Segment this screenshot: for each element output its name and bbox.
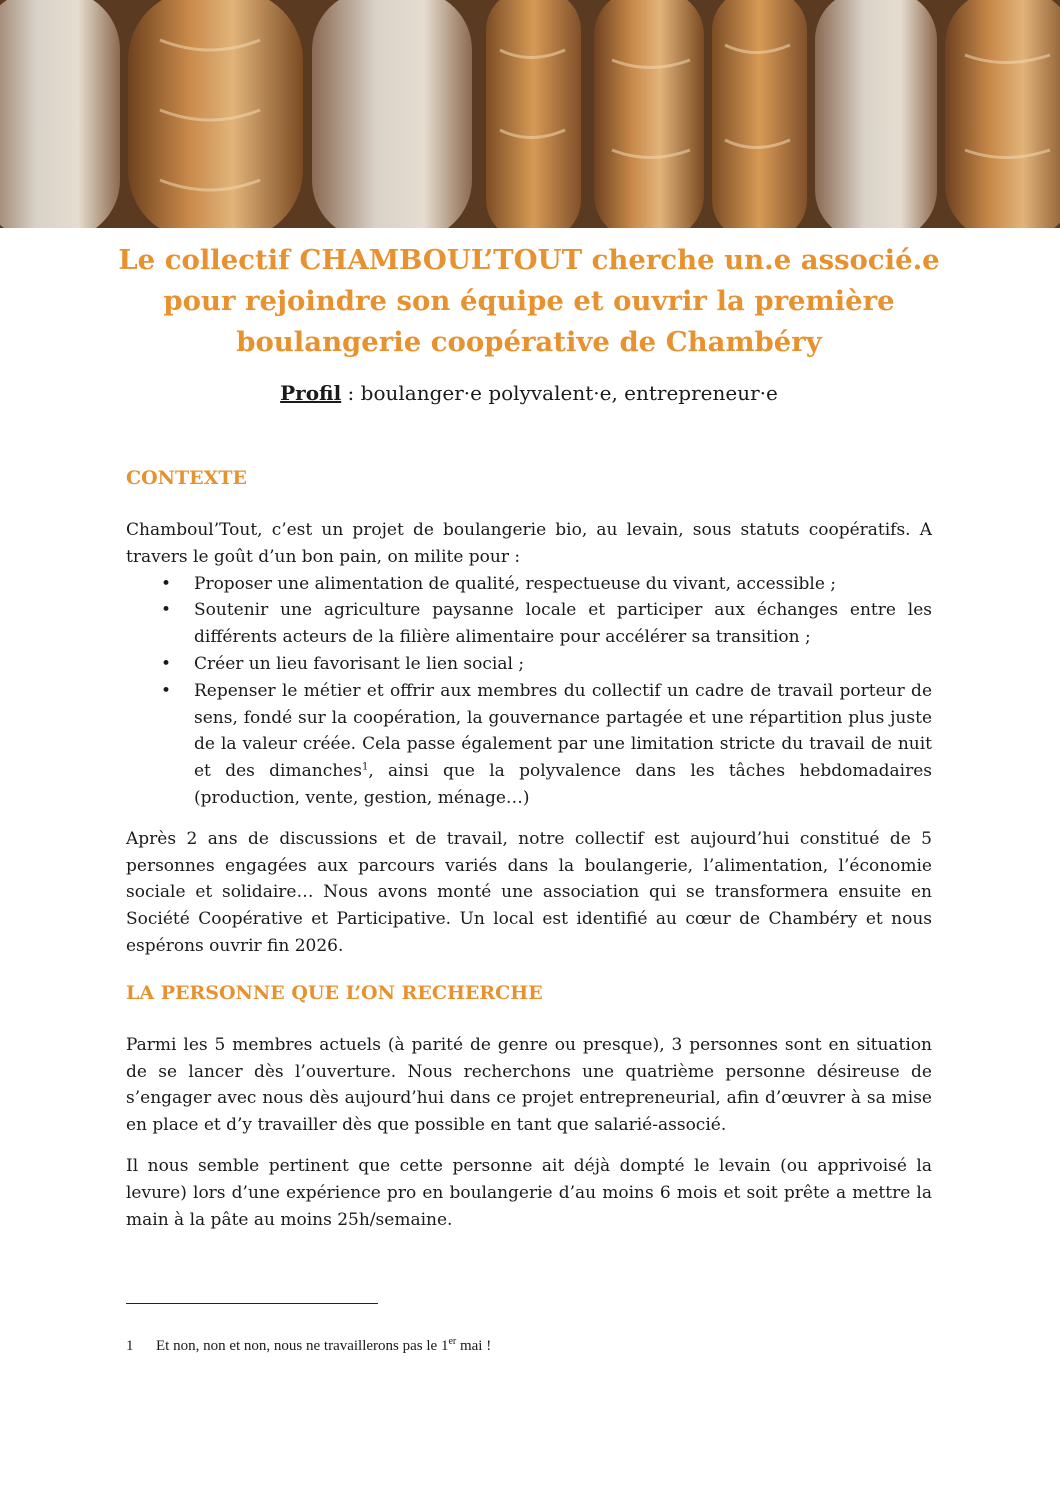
footnote-text-a: Et non, non et non, nous ne travaillerons pas le 1 xyxy=(156,1338,449,1354)
section-heading-contexte: CONTEXTE xyxy=(126,467,248,489)
title-line-1: Le collectif CHAMBOUL’TOUT cherche un.e associé.e xyxy=(118,244,940,276)
title-line-3: boulangerie coopérative de Chambéry xyxy=(236,326,822,358)
bullet4-text-a: Repenser le métier et offrir aux membres du collectif un cadre de travail porteur de sens, fondé sur la coopération, la gouvernance partagée et une répartition plus juste de la valeur créée. Cela passe également par une limitation stricte du travail de nuit et des dimanches xyxy=(194,680,932,782)
list-item: • Proposer une alimentation de qualité, respectueuse du vivant, accessible ; xyxy=(194,571,932,598)
section-heading-personne: LA PERSONNE QUE L’ON RECHERCHE xyxy=(126,981,543,1004)
footnote-sup: er xyxy=(448,1336,457,1347)
list-item: • Créer un lieu favorisant le lien social ; xyxy=(194,651,932,678)
bread-banner-image xyxy=(0,0,1060,228)
title-line-2: pour rejoindre son équipe et ouvrir la première xyxy=(163,285,895,317)
document-title xyxy=(66,240,992,363)
footnote-text-b: mai ! xyxy=(456,1338,492,1354)
contexte-paragraph: Après 2 ans de discussions et de travail, notre collectif est aujourd’hui constitué de 5 personnes engagées aux parcours variés dans la boulangerie, l’alimentation, l’économie sociale et solidaire… Nous avons monté une association qui se transformera ensuite en Société Coopérative et Participative. Un local est identifié au cœur de Chambéry et nous espérons ouvrir fin 2026. xyxy=(126,828,932,956)
personne-paragraph-2: Il nous semble pertinent que cette personne ait déjà dompté le levain (ou apprivoisé la levure) lors d’une expérience pro en boulangerie d’au moins 6 mois et soit prête a mettre la main à la pâte au moins 25h/semaine. xyxy=(126,1155,932,1230)
contexte-bullet-list xyxy=(126,571,932,812)
bullet4-text-b: , ainsi que la polyvalence dans les tâches hebdomadaires (production, vente, gestion, ménage…) xyxy=(194,761,932,808)
footnote-separator xyxy=(126,1303,378,1304)
list-item xyxy=(194,678,932,812)
baguettes-illustration xyxy=(0,0,1060,228)
footnote-number: 1 xyxy=(126,1338,134,1354)
profile-text: : boulanger·e polyvalent·e, entrepreneur·e xyxy=(341,381,778,405)
profile-label: Profil xyxy=(280,381,342,405)
footnote-ref[interactable]: 1 xyxy=(361,761,369,773)
profile-line xyxy=(126,379,932,407)
contexte-intro: Chamboul’Tout, c’est un projet de boulangerie bio, au levain, sous statuts coopératifs. A travers le goût d’un bon pain, on milite pour : xyxy=(126,520,932,567)
document-page xyxy=(118,240,940,1233)
footnote xyxy=(126,1336,491,1356)
personne-paragraph-1: Parmi les 5 membres actuels (à parité de genre ou presque), 3 personnes sont en situation de se lancer dès l’ouverture. Nous recherchons une quatrième personne désireuse de s’engager avec nous dès aujourd’hui dans ce projet entrepreneurial, afin d’œuvrer à sa mise en place et d’y travailler dès que possible en tant que salarié-associé. xyxy=(126,1034,932,1136)
list-item: • Soutenir une agriculture paysanne locale et participer aux échanges entre les différents acteurs de la filière alimentaire pour accélérer sa transition ; xyxy=(194,597,932,651)
